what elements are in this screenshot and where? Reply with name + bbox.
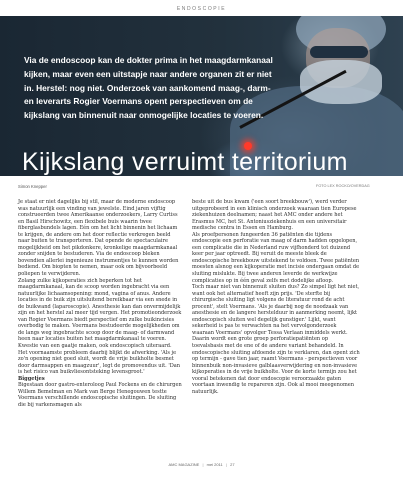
article-column-2 bbox=[192, 199, 360, 395]
subheading: Biggetjes bbox=[18, 375, 45, 382]
magazine-name: AMC MAGAZINE bbox=[168, 462, 200, 467]
paragraph: Je staat er niet dagelijks bij stil, maar de moderne endoscoop was natuurlijk een vinding van jewelste. Eind jaren vijftig construeerden twee Amerikaanse onderzoekers, Larry Curtiss en Basil Hirschowitz, een flexibele buis waarin twee fiberglasbundels lagen. Eén om het licht binnenin het lichaam te krijgen, de andere om het door reflectie verkregen beeld naar buiten te transporteren. Dat opende de spectaculaire mogelijkheid om het pikdonkere, kronkelige maagdarmkanaal zonder snijden te bestuderen. Via de endoscoop bleken bovendien allerlei ingenieuze instrumentjes te kunnen worden bediend. Om biopten te nemen, maar ook om bijvoorbeeld poliepen te verwijderen. bbox=[18, 199, 179, 278]
paragraph: Zolang zulke kijkoperaties zich beperken tot het maagdarmkanaal, kan de scoop worden ingebracht via een natuurlijke lichaamsopening: mond, vagina of anus. Andere locaties in de buik zijn uitsluitend bereikbaar via een snede in de buikwand (laparoscopie). Anesthesie kan dan onvermijdelijk zijn en het herstel zal meer tijd vergen. Het promotieonderzoek van Rogier Voermans biedt perspectief om zulke buikincisies overbodig te maken. Voermans bestudeerde mogelijkheden om de langs weg ingebrachte scoop door de maag- of darmwand heen naar locaties buiten het maagdarmkanaal te voeren. Kwestie van een gaatje maken, ook endoscopisch uiteraard. Het voornaamste probleem daarbij blijkt de afwerking. 'Als je zo'n opening niet goed sluit, wordt de vrije buikholte besmet door darmsappen en maagzuur', legt de promovendus uit. 'Dan is het risico van buikvliesontsteking levensgroot.' bbox=[18, 277, 182, 376]
surgeon-goggles bbox=[310, 46, 368, 58]
section-label: ENDOSCOPIE bbox=[176, 6, 227, 12]
paragraph: Bigestaan door gastro-enteroloog Paul Fockens en de chirurgen Willem Bemelman en Mark van Berge Henegouwen testte Voermans verschillende endoscopische sluitingen. De sluiting die bij varkensmagen als bbox=[18, 382, 182, 408]
page-footer: AMC MAGAZINE | mei 2011 | 27 bbox=[168, 462, 235, 467]
lead-text: Via de endoscoop kan de dokter prima in het maagdarmkanaal kijken, maar even een uitstapje naar andere organen zit er niet in. Herstel: nog niet. Onderzoek van aankomend maag-, darm- en leverarts Rogier Voermans opent perspectieven om de kijkslang van binnenuit naar onmogelijke locaties te voeren. bbox=[24, 55, 273, 121]
paragraph: Toch maar niet van binnenuit sluiten dus? Zo simpel ligt het niet, want ook het alternatief heeft zijn prijs. 'De sterfte bij chirurgische sluiting ligt volgens de literatuur rond de acht procent', stelt Voermans. 'Als je daarbij nog de noodzaak van anesthesie en de langere herstelduur in aanmerking neemt, lijkt endoscopisch sluiten wel degelijk gunstiger.' Lijkt, want sekerheid is pas te verwachten na het vervolgonderzoek waaraan Voermans' opvolger Tessa Verlaan inmiddels werkt. Daarin wordt een grote groep perforatiepatiënten op toevalsbasis met de ene of de andere variant behandeld. In endoscopische sluiting afdoende zijn te verklaren, dan opent zich op termijn - gave tien jaar, raamt Voermans - perspectieven voor binnenbuik non-invasieve galblaasverwijdering en non-invasieve kijkoperaties in de vrije buikholte. Voor de korte termijn zou het vooral betekenen dat door endoscopie veroorzaakte gaten voortaan inwendig te repareren zijn. Ook al mooi meegenomen natuurlijk. bbox=[192, 284, 360, 395]
article-column-1 bbox=[18, 199, 182, 409]
page-title: Kijkslang verruimt territorium bbox=[22, 148, 348, 176]
page-number: 27 bbox=[230, 462, 235, 467]
paragraph: Als proefpersonen fungeerden 36 patiënten die tijdens endoscopie een perforatie van maag of darm hadden opgelopen, een complicatie die in Nederland ruw vijfhonderd tot duizend keer per jaar optreedt. Bij veruit de meeste bleek de endoscopische breekbouw uitstekend te voldoen. Twee patiënten moesten alsnog een kijkoperatie met incisie ondergaan omdat de sluiting mislukte. Bij twee anderen leverde de werkwijze complicaties op in één geval zelfs met dodelijke afloop. bbox=[192, 231, 360, 284]
paragraph: beste uit de bus kwam ('een soort breekbouw'), werd verder uitgeprobeerd in een klinisch onderzoek waaraan tien Europese ziekenhuizen deelnamen; naast het AMC onder andere het Erasmus MC, het St. Antoniusziekenhuis en een universitair medische centra in Essen en Hamburg. bbox=[192, 199, 357, 232]
photo-credit: FOTO LEX ROCKO/OVERDAG bbox=[316, 184, 370, 188]
hero-photo bbox=[0, 16, 403, 176]
author-byline: Simon Knepper bbox=[18, 184, 47, 189]
issue-date: mei 2011 bbox=[206, 462, 223, 467]
surgical-mask bbox=[300, 60, 382, 104]
